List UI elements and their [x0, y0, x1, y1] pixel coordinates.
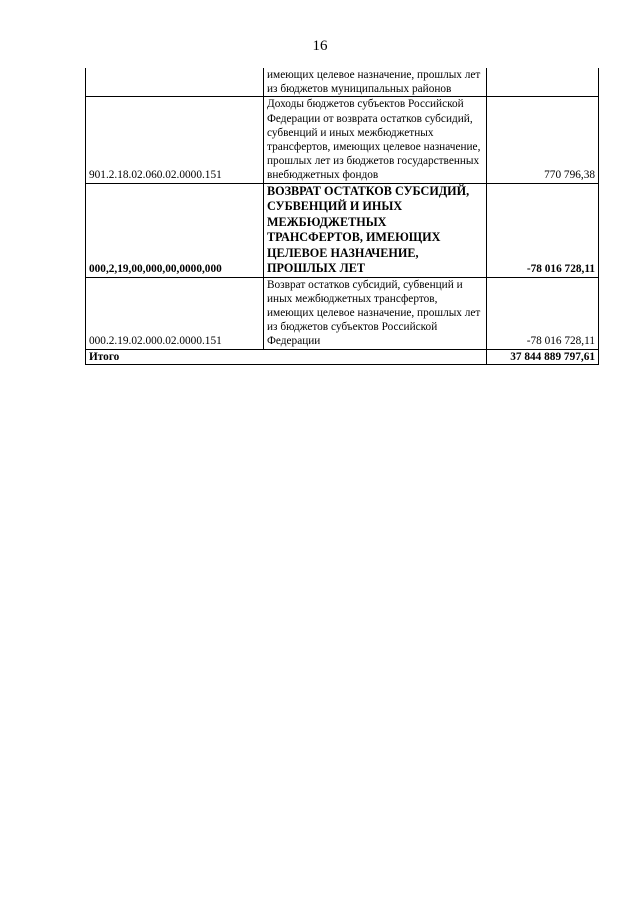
- amount-cell: 770 796,38: [487, 97, 599, 183]
- table-row: [86, 183, 599, 277]
- total-row: [86, 349, 599, 364]
- budget-code-cell: [86, 68, 264, 97]
- total-label: Итого: [86, 349, 487, 364]
- amount-cell: -78 016 728,11: [487, 183, 599, 277]
- income-name-cell: имеющих целевое назначение, прошлых лет из бюджетов муниципальных районов: [264, 68, 487, 97]
- page-number: 16: [312, 38, 328, 54]
- income-name-cell: Доходы бюджетов субъектов Российской Федерации от возврата остатков субсидий, субвенций и иных межбюджетных трансфертов, имеющих целевое назначение, прошлых лет из бюджетов государственных внебюджетных фондов: [264, 97, 487, 183]
- table-row: [86, 97, 599, 183]
- budget-income-table: [85, 68, 599, 365]
- budget-code-cell: 901.2.18.02.060.02.0000.151: [86, 97, 264, 183]
- amount-cell: -78 016 728,11: [487, 277, 599, 349]
- amount-cell: [487, 68, 599, 97]
- table-row: [86, 277, 599, 349]
- budget-code-cell: 000.2.19.02.000.02.0000.151: [86, 277, 264, 349]
- table-row: [86, 68, 599, 97]
- income-name-cell: Возврат остатков субсидий, субвенций и иных межбюджетных трансфертов, имеющих целевое назначение, прошлых лет из бюджетов субъектов Российской Федерации: [264, 277, 487, 349]
- income-name-cell: ВОЗВРАТ ОСТАТКОВ СУБСИДИЙ, СУБВЕНЦИЙ И ИНЫХ МЕЖБЮДЖЕТНЫХ ТРАНСФЕРТОВ, ИМЕЮЩИХ ЦЕЛЕВОЕ НАЗНАЧЕНИЕ, ПРОШЛЫХ ЛЕТ: [264, 183, 487, 277]
- total-amount: 37 844 889 797,61: [487, 349, 599, 364]
- budget-code-cell: 000,2,19,00,000,00,0000,000: [86, 183, 264, 277]
